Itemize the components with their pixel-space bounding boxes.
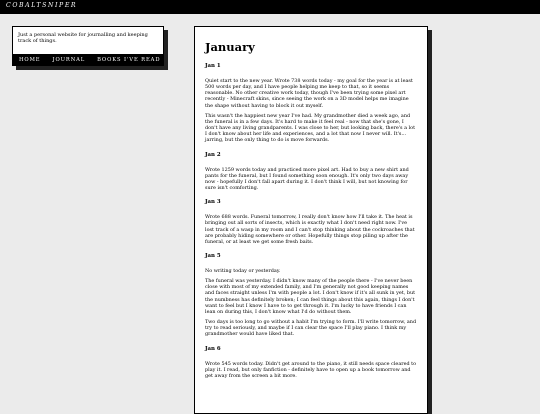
journal-entry: [205, 199, 417, 245]
entry-paragraph: The funeral was yesterday. I didn't know many of the people there - I've never been close with most of my extended family, and I'm generally not good keeping names and faces straight unless I'm with people a lot. I don't know if it's all sunk in yet, but the numbness has definitely broken; I can feel things about this again, things I don't want to feel but I know I have to to get through it. I'm lucky to have friends I can lean on during this, I don't know what I'd do without them.: [205, 278, 416, 315]
sidebar-panel: [12, 26, 164, 66]
entry-date: Jan 3: [205, 199, 221, 206]
entry-paragraph: No writing today or yesterday.: [205, 267, 281, 274]
journal-entry: [205, 346, 417, 379]
entry-date: Jan 1: [205, 63, 221, 69]
entry-date: Jan 5: [205, 252, 221, 259]
top-bar: [0, 0, 540, 14]
entry-paragraph: Wrote 545 words today. Didn't get around to the piano, it still needs space cleared to play it. I read, but only fanfiction - definitely have to open up a book tomorrow and get away from the screen a bit more.: [205, 360, 417, 379]
nav-home-link[interactable]: HOME: [19, 56, 41, 63]
journal-panel: [194, 26, 428, 414]
page-title: January: [205, 40, 255, 54]
entry-paragraph: Two days is too long to go without a habit I'm trying to form. I'll write tomorrow, and try to read seriously, and maybe if I can clear the space I'll play piano. I think my grandmother would have liked that.: [205, 319, 417, 338]
journal-entry: [205, 63, 417, 144]
journal-content: [205, 40, 417, 387]
entry-date: Jan 6: [205, 345, 221, 352]
entry-paragraph: Wrote 1259 words today and practiced more pixel art. Had to buy a new shirt and pants for the funeral, but I found something soon enough. It's only two days away now - hopefully I don't fall apart during it. I don't think I will, but not knowing for sure isn't comforting.: [205, 166, 409, 192]
entry-paragraph: This wasn't the happiest new year I've had. My grandmother died a week ago, and the funeral is in a few days. It's hard to make it feel real - now that she's gone, I don't have any living grandparents. I was close to her, but looking back, there's a lot I don't know about her life and experiences, and a lot that now I never will. It's... jarring, but the only thing to do is move forwards.: [205, 112, 416, 144]
entry-date: Jan 2: [205, 151, 221, 158]
nav-journal-link[interactable]: JOURNAL: [52, 56, 86, 63]
sidebar-nav: [13, 54, 163, 65]
site-name[interactable]: COBALTSNIPER: [6, 2, 78, 9]
journal-entry: [205, 253, 417, 338]
nav-books-link[interactable]: BOOKS I'VE READ: [97, 56, 161, 63]
entry-paragraph: Wrote 688 words. Funeral tomorrow, I really don't know how I'll take it. The heat is bringing out all sorts of insects, which is exactly what I don't need right now. I've lost track of a wasp in my room and I can't stop thinking about the cockroaches that are probably hiding somewhere or other. Hopefully things stop piling up after the funeral, or at least we get some fresh baits.: [205, 214, 415, 245]
journal-entry: [205, 152, 417, 192]
site-description: Just a personal website for journalling and keeping track of things.: [18, 32, 148, 45]
entry-paragraph: Quiet start to the new year. Wrote 738 words today - my goal for the year is at least 500 words per day, and I have people helping me keep to that, so it seems reasonable. No other creative work today, though I've been trying some pixel art recently - Minecraft skins, since seeing the work on a 3D model helps me imagine the shape without having to block it out myself.: [205, 78, 413, 109]
